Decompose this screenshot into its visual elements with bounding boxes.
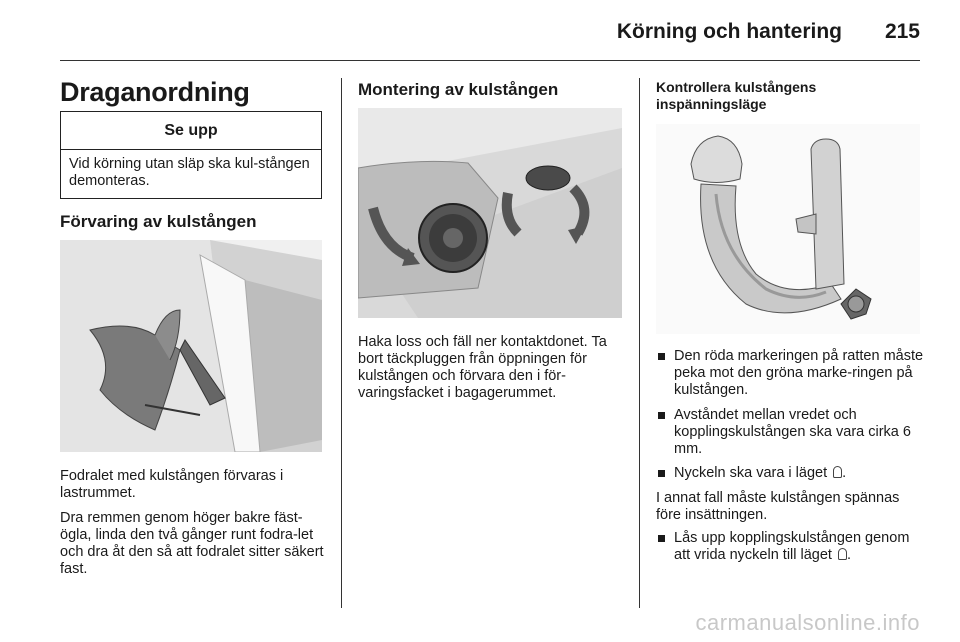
page-header-title: Körning och hantering bbox=[616, 20, 842, 43]
caution-title: Se upp bbox=[61, 112, 321, 150]
note-paragraph: I annat fall måste kulstången spännas före insättningen. bbox=[656, 490, 900, 523]
figure-caption: Fodralet med kulstången förvaras i lastrummet. bbox=[60, 468, 284, 501]
column-divider-1 bbox=[341, 78, 342, 608]
section-heading: Draganordning bbox=[60, 77, 250, 107]
mounting-paragraph: Haka loss och fäll ner kontaktdonet. Ta bort täckpluggen från öppningen för kulstången och förvara den i för-varingsfacket i bagagerummet. bbox=[358, 334, 607, 401]
lock-position-icon bbox=[838, 548, 847, 560]
check-bullet-2: Avståndet mellan vredet och kopplingskulstången ska vara cirka 6 mm. bbox=[656, 407, 924, 458]
check-bullet-3: Nyckeln ska vara i läget . bbox=[656, 465, 924, 482]
check-bullet-3-text: Nyckeln ska vara i läget bbox=[674, 465, 828, 481]
check-bullet-1: Den röda markeringen på ratten måste peka mot den gröna marke-ringen på kulstången. bbox=[656, 348, 924, 399]
tow-ball-illustration bbox=[656, 124, 920, 334]
subheading-mounting: Montering av kulstången bbox=[358, 80, 559, 99]
caution-box bbox=[60, 111, 322, 199]
column-divider-2 bbox=[639, 78, 640, 608]
subheading-check-position: Kontrollera kulstångens inspänningsläge bbox=[656, 79, 817, 112]
watermark: carmanualsonline.info bbox=[695, 610, 920, 635]
tow-bar-socket-illustration bbox=[358, 108, 622, 318]
storage-paragraph: Dra remmen genom höger bakre fäst-ögla, linda den två gånger runt fodra-let och dra åt den så att fodralet sitter säkert fast. bbox=[60, 510, 324, 577]
page-number: 215 bbox=[884, 20, 920, 43]
caution-text: Vid körning utan släp ska kul-stången demonteras. bbox=[69, 156, 310, 189]
check-bullet-4-text: Lås upp kopplingskulstången genom att vrida nyckeln till läget bbox=[674, 530, 910, 563]
lock-position-icon bbox=[833, 466, 842, 478]
check-bullet-4: Lås upp kopplingskulstången genom att vrida nyckeln till läget . bbox=[656, 530, 924, 564]
car-trunk-bag-illustration bbox=[60, 240, 322, 452]
header-divider bbox=[60, 60, 920, 61]
subheading-storage: Förvaring av kulstången bbox=[60, 212, 257, 231]
